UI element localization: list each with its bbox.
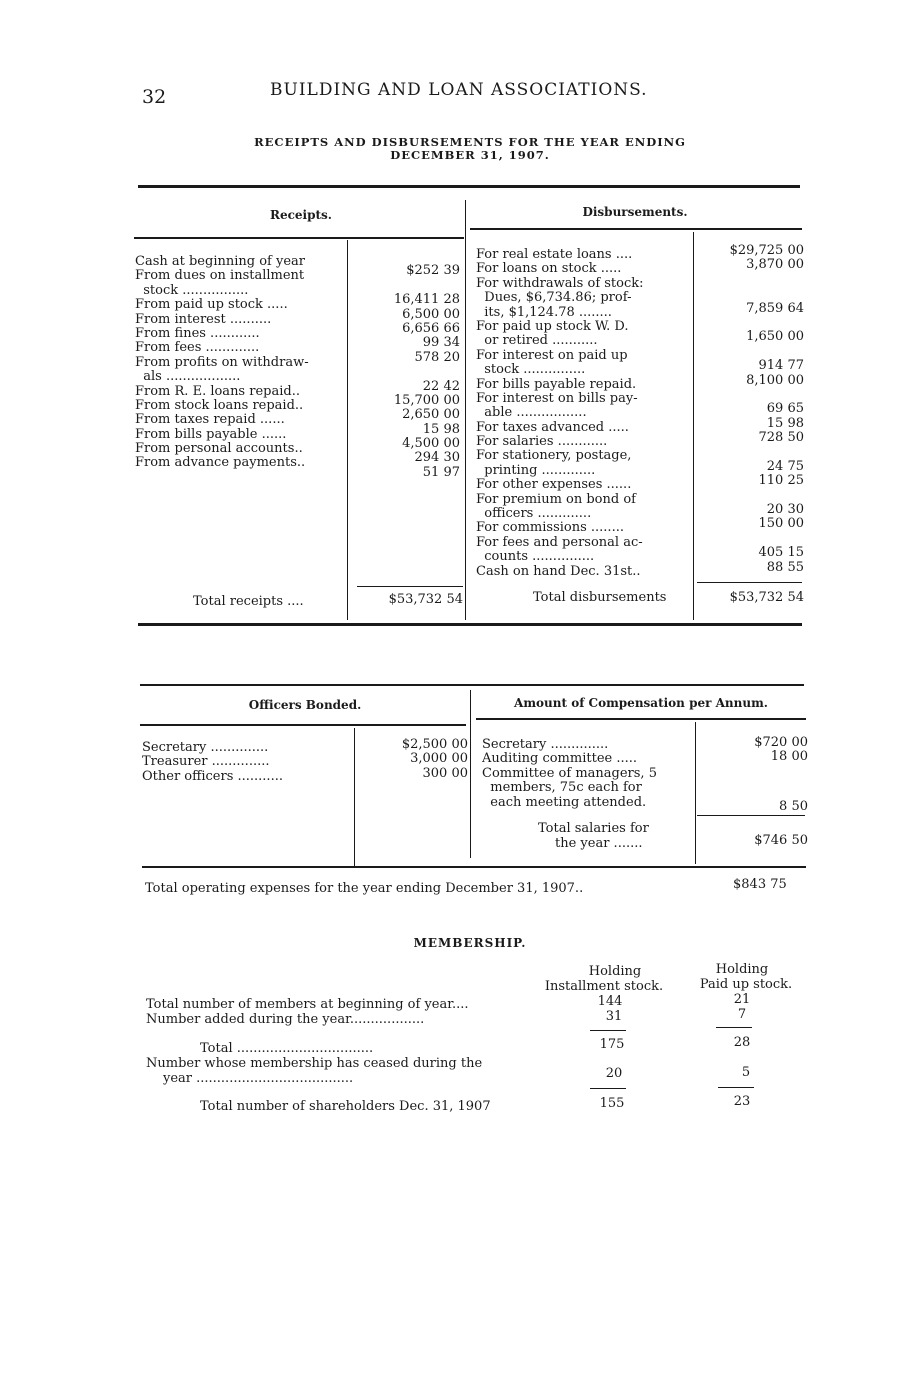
- receipt-label: From paid up stock .....: [135, 298, 288, 313]
- officers-center-divider: [470, 690, 471, 858]
- receipt-amount: 22 42: [422, 378, 460, 394]
- membership-total-rule-2: [718, 1087, 754, 1088]
- disbursement-amount: 914 77: [758, 358, 804, 374]
- receipt-amount: 15 98: [422, 421, 460, 437]
- officer-amount: $2,500 00: [401, 737, 468, 752]
- disbursement-label: or retired ...........: [476, 334, 598, 349]
- receipt-label: From fines ............: [135, 326, 260, 341]
- receipt-amount: $252 39: [406, 263, 460, 279]
- disbursement-amount: 150 00: [758, 516, 804, 532]
- officer-amount: 3,000 00: [410, 751, 468, 767]
- officer-label: Secretary ..............: [142, 741, 269, 755]
- disbursement-label: For stationery, postage,: [476, 449, 632, 464]
- disbursement-amount: 728 50: [758, 430, 804, 446]
- disbursement-amount: [696, 287, 804, 301]
- compensation-label: members, 75c each for: [482, 781, 642, 796]
- operating-expenses-label: Total operating expenses for the year ending December 31, 1907..: [145, 881, 584, 896]
- disbursement-amount: 7,859 64: [746, 300, 804, 316]
- officers-amount-divider: [354, 728, 355, 866]
- receipt-label: als ..................: [135, 370, 241, 385]
- ceased-label-line1: Number whose membership has ceased during the: [146, 1056, 483, 1071]
- members-beginning-label: Total number of members at beginning of year....: [146, 997, 469, 1012]
- disbursement-amount: [696, 445, 804, 459]
- receipt-label: Cash at beginning of year: [135, 255, 305, 269]
- compensation-heading-rule: [476, 718, 806, 720]
- table-bottom-rule: [138, 623, 802, 626]
- officers-bonded-heading: Officers Bonded.: [248, 698, 362, 712]
- total-salaries: $746 50: [754, 833, 808, 848]
- receipt-label: stock ................: [135, 283, 249, 298]
- disbursement-amount: [696, 273, 804, 287]
- disbursement-label: For real estate loans ....: [476, 248, 633, 262]
- disbursement-label: For withdrawals of stock:: [476, 276, 644, 291]
- ceased-installment: 20: [605, 1066, 623, 1081]
- receipt-label: From fees .............: [135, 341, 260, 356]
- officers-heading-rule: [140, 724, 466, 726]
- compensation-amount: [700, 779, 808, 793]
- officers-top-rule: [140, 684, 804, 686]
- officer-amount: 300 00: [422, 765, 468, 781]
- disbursement-label: officers .............: [476, 507, 592, 522]
- officers-bottom-rule: [142, 866, 806, 868]
- members-beginning-installment: 144: [597, 994, 623, 1009]
- receipt-label: From personal accounts..: [135, 442, 303, 457]
- disbursement-label: For interest on bills pay-: [476, 391, 638, 406]
- disbursement-amount: 110 25: [758, 473, 804, 489]
- compensation-amount: $720 00: [754, 735, 808, 750]
- disbursement-label: Dues, $6,734.86; prof-: [476, 291, 632, 306]
- membership-subtotal-rule-2: [716, 1027, 752, 1028]
- membership-total-installment: 175: [599, 1037, 625, 1052]
- receipts-labels: [135, 255, 345, 471]
- disbursements-amounts: [696, 244, 804, 575]
- receipt-amount: 2,650 00: [402, 407, 460, 423]
- compensation-amount: 8 50: [779, 798, 808, 814]
- receipt-label: From interest ..........: [135, 312, 272, 327]
- shareholders-paidup: 23: [733, 1094, 751, 1109]
- disbursement-amount: 20 30: [766, 502, 804, 518]
- salaries-total-rule: [697, 815, 805, 816]
- disbursement-amount: 69 65: [766, 401, 804, 417]
- center-divider: [465, 200, 466, 620]
- membership-total-label: Total .................................: [200, 1041, 374, 1056]
- receipt-label: From R. E. loans repaid..: [135, 384, 300, 399]
- membership-total-rule-1: [590, 1088, 626, 1089]
- receipt-label: From taxes repaid ......: [135, 413, 285, 428]
- compensation-heading: Amount of Compensation per Annum.: [514, 696, 768, 710]
- disbursement-amount: [696, 316, 804, 330]
- disbursement-amount: 8,100 00: [746, 372, 804, 388]
- compensation-amount: [700, 765, 808, 779]
- members-added-installment: 31: [605, 1009, 623, 1024]
- disbursement-amount: 3,870 00: [746, 257, 804, 273]
- receipt-amount: 6,500 00: [402, 306, 460, 322]
- compensation-label: Secretary ..............: [482, 738, 609, 752]
- disbursement-label: For other expenses ......: [476, 478, 632, 493]
- receipt-label: From stock loans repaid..: [135, 398, 304, 413]
- operating-expenses-amount: $843 75: [733, 877, 787, 892]
- compensation-label: Committee of managers, 5: [482, 766, 657, 781]
- disbursements-total-label: Total disbursements: [533, 590, 667, 605]
- receipts-total-rule: [357, 586, 463, 587]
- disbursement-amount: [696, 532, 804, 546]
- compensation-label: Auditing committee .....: [482, 752, 637, 767]
- members-added-paidup: 7: [737, 1007, 747, 1022]
- total-salaries-line1: Total salaries for: [538, 821, 649, 836]
- officers-amounts: [358, 738, 468, 781]
- disbursement-label: stock ...............: [476, 363, 586, 378]
- members-beginning-paidup: 21: [733, 992, 751, 1007]
- membership-total-paidup: 28: [733, 1035, 751, 1050]
- receipt-amount: [350, 365, 460, 379]
- total-salaries-line2: the year .......: [555, 836, 643, 851]
- members-added-label: Number added during the year..................: [146, 1012, 425, 1027]
- disbursement-label: For commissions ........: [476, 521, 624, 536]
- disbursements-amount-divider: [693, 232, 694, 620]
- disbursement-amount: 88 55: [766, 559, 804, 575]
- receipt-label: From profits on withdraw-: [135, 355, 309, 370]
- disbursement-amount: 1,650 00: [746, 329, 804, 345]
- compensation-label: each meeting attended.: [482, 795, 647, 810]
- disbursements-total-rule: [697, 582, 802, 583]
- disbursement-label: For salaries ............: [476, 435, 608, 450]
- disbursement-label: its, $1,124.78 ........: [476, 305, 612, 320]
- receipts-heading-rule: [134, 237, 464, 239]
- disbursement-label: For paid up stock W. D.: [476, 319, 629, 334]
- disbursement-label: able .................: [476, 406, 587, 421]
- receipts-total: $53,732 54: [388, 592, 463, 607]
- ceased-label-line2: year ......................................: [163, 1071, 354, 1086]
- compensation-amount: 18 00: [770, 749, 808, 765]
- disbursement-label: For premium on bond of: [476, 492, 636, 507]
- receipt-label: From bills payable ......: [135, 427, 287, 442]
- disbursement-amount: 24 75: [766, 458, 804, 474]
- receipt-label: From dues on installment: [135, 269, 305, 284]
- receipt-amount: 51 97: [422, 464, 460, 480]
- receipts-amounts: [350, 250, 460, 480]
- membership-subtotal-rule-1: [590, 1030, 626, 1031]
- installment-header-line1: Holding: [588, 964, 642, 979]
- disbursement-label: Cash on hand Dec. 31st..: [476, 564, 641, 579]
- receipt-label: From advance payments..: [135, 456, 306, 471]
- paidup-header-line1: Holding: [715, 962, 769, 977]
- membership-title: MEMBERSHIP.: [413, 936, 527, 950]
- section-title-line1: RECEIPTS AND DISBURSEMENTS FOR THE YEAR ENDING: [254, 135, 686, 149]
- running-head: BUILDING AND LOAN ASSOCIATIONS.: [270, 80, 648, 100]
- receipts-amount-divider: [347, 240, 348, 620]
- section-title-line2: DECEMBER 31, 1907.: [390, 148, 550, 162]
- disbursement-amount: [696, 388, 804, 402]
- receipt-amount: 99 34: [422, 335, 460, 351]
- disbursements-heading: Disbursements.: [582, 205, 688, 219]
- disbursements-heading-rule: [470, 228, 802, 230]
- disbursement-amount: $29,725 00: [729, 243, 804, 258]
- receipt-amount: 578 20: [414, 349, 460, 365]
- disbursement-label: For taxes advanced .....: [476, 420, 629, 435]
- receipts-total-label: Total receipts ....: [193, 594, 304, 609]
- disbursement-label: For fees and personal ac-: [476, 535, 643, 550]
- receipt-amount: 4,500 00: [402, 436, 460, 452]
- compensation-amount-divider: [695, 722, 696, 864]
- receipt-amount: 15,700 00: [393, 392, 460, 408]
- receipt-amount: [350, 279, 460, 293]
- disbursement-amount: [696, 489, 804, 503]
- officer-label: Treasurer ..............: [142, 755, 270, 770]
- shareholders-label: Total number of shareholders Dec. 31, 1907: [200, 1099, 491, 1114]
- shareholders-installment: 155: [599, 1096, 625, 1111]
- receipt-amount: 16,411 28: [393, 292, 460, 308]
- paidup-header-line2: Paid up stock.: [699, 977, 793, 992]
- compensation-labels: [482, 738, 694, 810]
- disbursement-amount: 405 15: [758, 545, 804, 561]
- installment-header-line2: Installment stock.: [544, 979, 664, 994]
- receipt-amount: [350, 250, 460, 264]
- table-top-rule: [138, 185, 800, 188]
- receipt-amount: 294 30: [414, 450, 460, 466]
- page-number: 32: [142, 86, 167, 108]
- disbursement-label: For loans on stock .....: [476, 262, 622, 277]
- receipt-amount: 6,656 66: [402, 320, 460, 336]
- disbursement-amount: 15 98: [766, 415, 804, 431]
- disbursements-labels: [476, 248, 690, 579]
- compensation-amounts: [700, 736, 808, 814]
- officer-label: Other officers ...........: [142, 769, 283, 784]
- disbursement-label: For interest on paid up: [476, 348, 628, 363]
- disbursement-label: For bills payable repaid.: [476, 377, 637, 392]
- ceased-paidup: 5: [741, 1065, 751, 1080]
- officers-labels: [142, 741, 352, 784]
- disbursement-label: printing .............: [476, 463, 596, 478]
- disbursements-total: $53,732 54: [729, 590, 804, 605]
- receipts-heading: Receipts.: [270, 208, 332, 222]
- disbursement-amount: [696, 345, 804, 359]
- disbursement-label: counts ...............: [476, 550, 595, 565]
